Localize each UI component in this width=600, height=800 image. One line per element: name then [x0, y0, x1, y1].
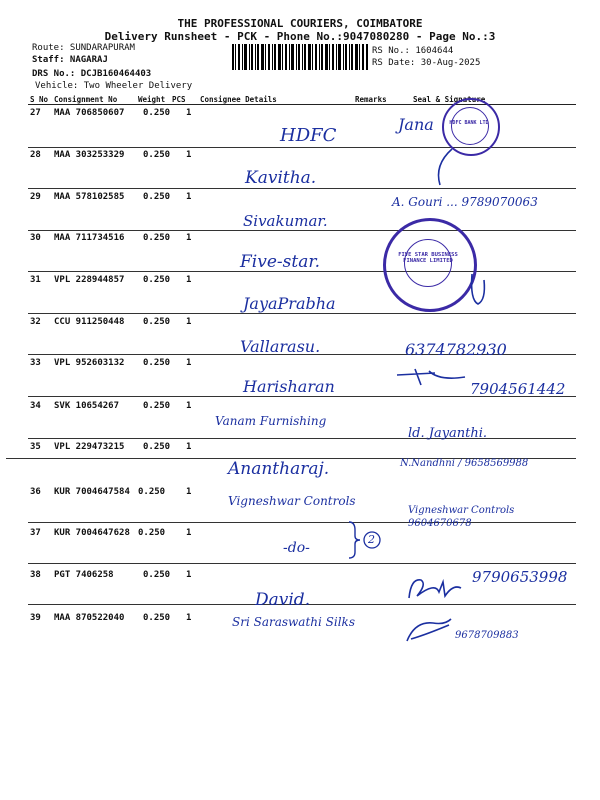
row-sno: 33: [30, 358, 41, 368]
fivestar-seal-text: FIVE STAR BUSINESS FINANCE LIMITED: [398, 252, 458, 264]
consignee-handwriting: Harisharan: [243, 377, 335, 396]
staff-label: Staff: NAGARAJ: [32, 55, 108, 65]
row-weight: 0.250: [143, 570, 171, 580]
consignee-handwriting: Vallarasu.: [240, 337, 321, 356]
consignee-handwriting: Vanam Furnishing: [215, 414, 327, 428]
pcs-count-mark: 2: [368, 533, 375, 546]
col-consignment: Consignment No: [54, 95, 118, 104]
signature-handwriting: Jana: [398, 115, 434, 134]
row-weight: 0.250: [143, 275, 171, 285]
brace-mark: [345, 520, 385, 560]
row-consignment: KUR 7004647584: [54, 487, 130, 497]
hdfc-seal-text: HDFC BANK LTD: [449, 120, 489, 126]
row-pcs: 1: [186, 613, 192, 623]
signature-handwriting: 6374782930: [405, 340, 507, 359]
row-consignment: MAA 706850607: [54, 108, 125, 118]
consignee-handwriting: Sri Saraswathi Silks: [232, 615, 355, 629]
row-weight: 0.250: [143, 401, 171, 411]
row-consignment: SVK 10654267: [54, 401, 120, 411]
row-sno: 36: [30, 487, 41, 497]
col-weight: Weight: [138, 95, 166, 104]
row-sno: 32: [30, 317, 41, 327]
route-label: Route: SUNDARAPURAM: [32, 43, 135, 53]
row-consignment: PGT 7406258: [54, 570, 114, 580]
row-pcs: 1: [186, 150, 192, 160]
signature-handwriting: A. Gouri ... 9789070063: [392, 195, 538, 209]
consignee-handwriting: Five-star.: [240, 252, 320, 272]
consignee-handwriting: David.: [255, 590, 311, 610]
row-pcs: 1: [186, 108, 192, 118]
row-consignment: MAA 303253329: [54, 150, 125, 160]
row-sno: 30: [30, 233, 41, 243]
signature-handwriting: 9678709883: [455, 630, 519, 641]
row-consignment: KUR 7004647628: [54, 528, 130, 538]
signature-handwriting: 7904561442: [470, 380, 566, 398]
row-pcs: 1: [186, 358, 192, 368]
company-title: THE PROFESSIONAL COURIERS, COIMBATORE: [177, 17, 423, 30]
row-consignment: VPL 229473215: [54, 442, 125, 452]
row-pcs: 1: [186, 442, 192, 452]
hdfc-seal-inner: [451, 107, 489, 145]
row-pcs: 1: [186, 233, 192, 243]
consignee-handwriting: Kavitha.: [245, 168, 317, 188]
row-divider: [28, 188, 576, 189]
consignee-handwriting: -do-: [283, 540, 310, 556]
row-weight: 0.250: [143, 442, 171, 452]
row-consignment: MAA 711734516: [54, 233, 125, 243]
row-sno: 34: [30, 401, 41, 411]
header-divider: [28, 104, 576, 105]
col-consignee: Consignee Details: [200, 95, 277, 104]
row-consignment: CCU 911250448: [54, 317, 125, 327]
pen-mark: [430, 145, 460, 190]
col-seal-signature: Seal & Signature: [413, 95, 486, 104]
row-sno: 31: [30, 275, 41, 285]
row-sno: 35: [30, 442, 41, 452]
row-pcs: 1: [186, 487, 192, 497]
signature-scribble: [405, 615, 455, 645]
row-consignment: VPL 228944857: [54, 275, 125, 285]
signature-handwriting: ld. Jayanthi.: [408, 426, 488, 441]
signature-handwriting: Vigneshwar Controls 9604670678: [408, 505, 515, 529]
row-weight: 0.250: [143, 613, 171, 623]
row-weight: 0.250: [143, 233, 171, 243]
row-divider: [28, 230, 576, 231]
barcode: [232, 44, 368, 70]
row-weight: 0.250: [143, 108, 171, 118]
row-pcs: 1: [186, 317, 192, 327]
rs-number: RS No.: 1604644: [372, 46, 454, 56]
runsheet-subtitle: Delivery Runsheet - PCK - Phone No.:9047080280 - Page No.:3: [104, 30, 496, 43]
signature-handwriting: N.Nandhni / 9658569988: [400, 458, 529, 469]
row-pcs: 1: [186, 570, 192, 580]
drs-label: DRS No.: DCJB160464403: [32, 69, 152, 79]
row-sno: 28: [30, 150, 41, 160]
row-weight: 0.250: [138, 487, 166, 497]
row-divider: [28, 147, 576, 148]
row-pcs: 1: [186, 401, 192, 411]
row-weight: 0.250: [143, 192, 171, 202]
row-consignment: MAA 870522040: [54, 613, 125, 623]
row-sno: 38: [30, 570, 41, 580]
signature-scribble: [405, 574, 465, 604]
row-sno: 37: [30, 528, 41, 538]
consignee-handwriting: Vigneshwar Controls: [228, 494, 356, 508]
row-pcs: 1: [186, 528, 192, 538]
col-pcs: PCS: [172, 95, 186, 104]
rs-date: RS Date: 30-Aug-2025: [372, 58, 481, 68]
col-sno: S No: [30, 95, 49, 104]
row-consignment: VPL 952603132: [54, 358, 125, 368]
row-pcs: 1: [186, 192, 192, 202]
row-divider: [28, 438, 576, 439]
vehicle-label: Vehicle: Two Wheeler Delivery: [35, 81, 193, 91]
pen-mark: [468, 270, 490, 310]
row-weight: 0.250: [143, 358, 171, 368]
pen-mark: [395, 367, 470, 389]
row-sno: 39: [30, 613, 41, 623]
row-sno: 29: [30, 192, 41, 202]
row-divider: [28, 313, 576, 314]
row-sno: 27: [30, 108, 41, 118]
col-remarks: Remarks: [355, 95, 387, 104]
row-pcs: 1: [186, 275, 192, 285]
row-weight: 0.250: [143, 317, 171, 327]
consignee-handwriting: JayaPrabha: [243, 294, 336, 313]
consignee-handwriting: Sivakumar.: [243, 212, 328, 230]
row-consignment: MAA 578102585: [54, 192, 125, 202]
row-weight: 0.250: [138, 528, 166, 538]
row-weight: 0.250: [143, 150, 171, 160]
consignee-handwriting: Anantharaj.: [228, 459, 330, 479]
signature-handwriting: 9790653998: [472, 568, 568, 586]
row-divider: [28, 563, 576, 564]
consignee-handwriting: HDFC: [280, 125, 337, 146]
